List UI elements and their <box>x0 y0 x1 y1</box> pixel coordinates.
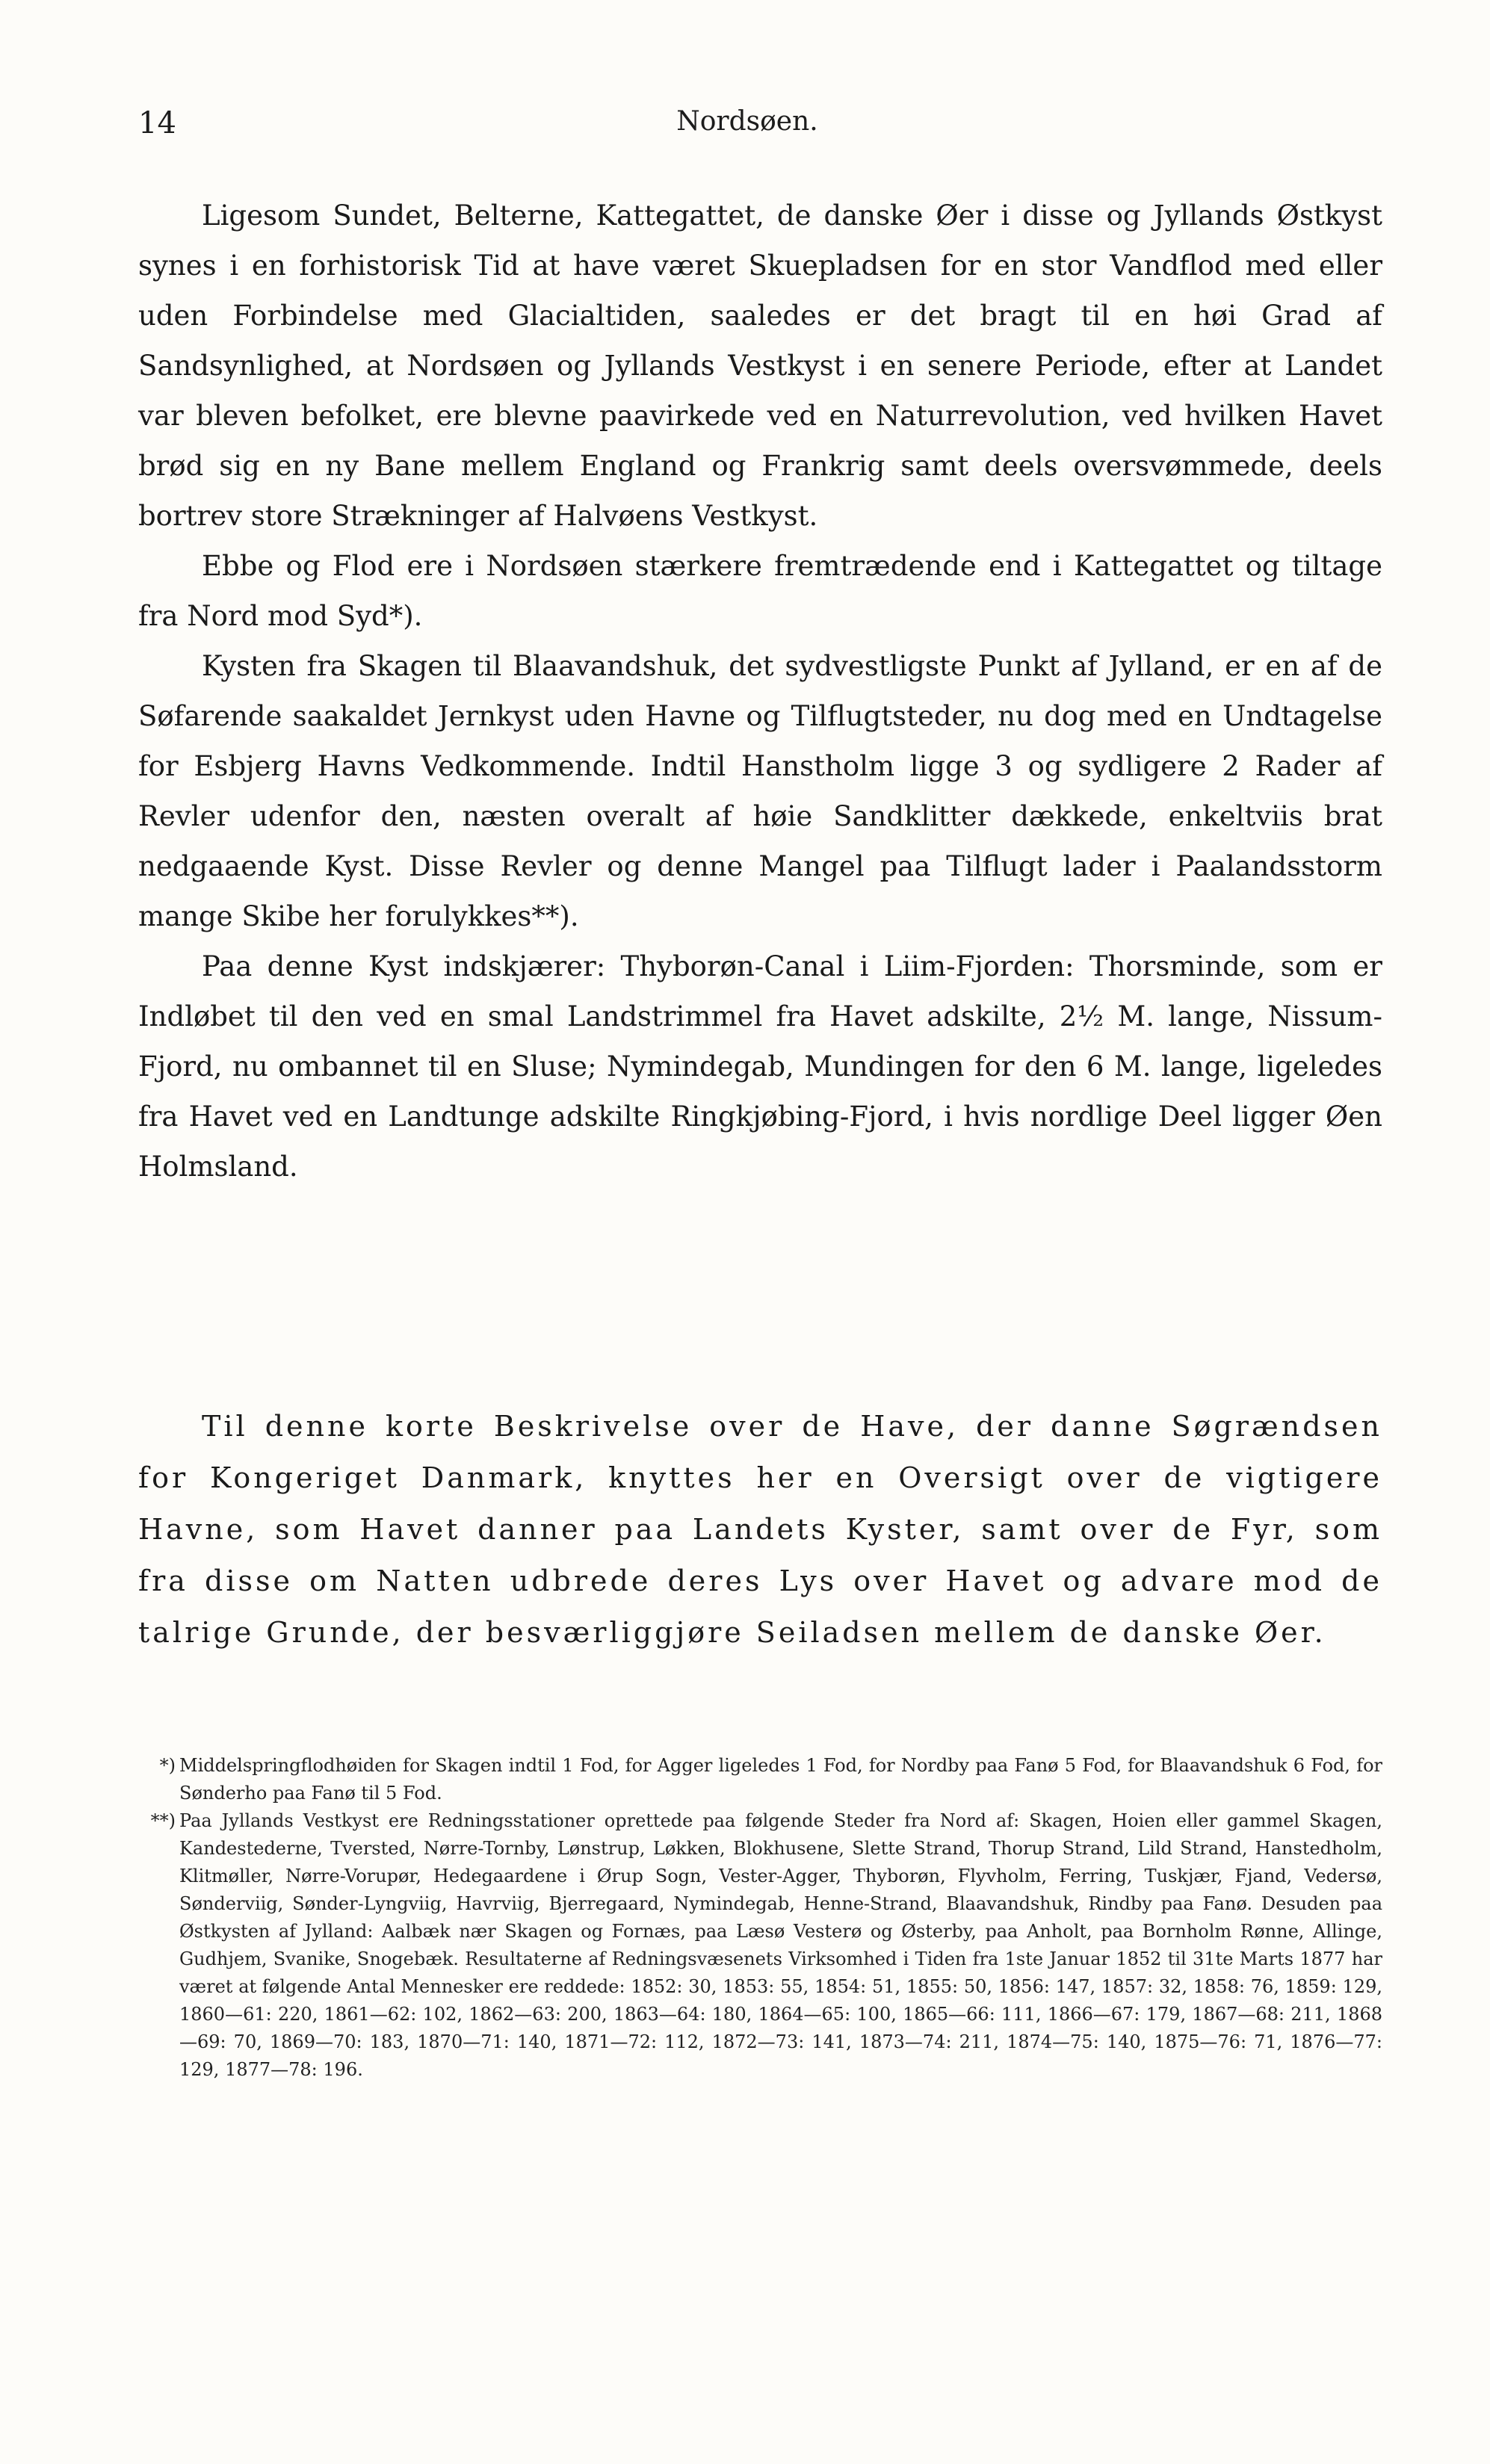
body-text <box>138 191 1382 1192</box>
page-header <box>138 106 1356 151</box>
footnote-text: Paa Jyllands Vestkyst ere Redningsstationer oprettede paa følgende Steder fra Nord af: Skagen, Hoien eller gammel Skagen, Kandestederne, Tversted, Nørre-Tornby, Lønstrup, Løkken, Blokhusene, Slette Strand, Thorup Strand, Lild Strand, Hanstedholm, Klitmøller, Nørre-Vorupør, Hedegaardene i Ørup Sogn, Vester-Agger, Thyborøn, Flyvholm, Ferring, Tuskjær, Fjand, Vedersø, Sønderviig, Sønder-Lyngviig, Havrviig, Bjerregaard, Nymindegab, Henne-Strand, Blaavandshuk, Rindby paa Fanø. Desuden paa Østkysten af Jylland: Aalbæk nær Skagen og Fornæs, paa Læsø Vesterø og Østerby, paa Anholt, paa Bornholm Rønne, Allinge, Gudhjem, Svanike, Snogebæk. Resultaterne af Redningsvæsenets Virksomhed i Tiden fra 1ste Januar 1852 til 31te Marts 1877 har været at følgende Antal Mennesker ere reddede: 1852: 30, 1853: 55, 1854: 51, 1855: 50, 1856: 147, 1857: 32, 1858: 76, 1859: 129, 1860—61: 220, 1861—62: 102, 1862—63: 200, 1863—64: 180, 1864—65: 100, 1865—66: 111, 1866—67: 179, 1867—68: 211, 1868—69: 70, 1869—70: 183, 1870—71: 140, 1871—72: 112, 1872—73: 141, 1873—74: 211, 1874—75: 140, 1875—76: 71, 1876—77: 129, 1877—78: 196. <box>179 1810 1382 2080</box>
running-head: Nordsøen. <box>676 106 818 137</box>
footnote <box>138 1752 1382 1807</box>
page-number: 14 <box>138 106 176 140</box>
paragraph: Ebbe og Flod ere i Nordsøen stærkere fremtrædende end i Kattegattet og tiltage fra Nord mod Syd*). <box>138 550 1382 632</box>
footnote <box>138 1807 1382 2084</box>
paragraph: Kysten fra Skagen til Blaavandshuk, det sydvestligste Punkt af Jylland, er en af de Søfarende saakaldet Jernkyst uden Havne og Tilflugtsteder, nu dog med en Undtagelse for Esbjerg Havns Vedkommende. Indtil Hanstholm ligge 3 og sydligere 2 Rader af Revler udenfor den, næsten overalt af høie Sandklitter dækkede, enkeltviis brat nedgaaende Kyst. Disse Revler og denne Mangel paa Tilflugt lader i Paalandsstorm mange Skibe her forulykkes**). <box>138 650 1382 932</box>
footnotes <box>138 1752 1382 2084</box>
footnote-mark: *) <box>159 1755 176 1776</box>
footnote-mark: **) <box>150 1810 176 1831</box>
paragraph: Ligesom Sundet, Belterne, Kattegattet, de danske Øer i disse og Jyllands Østkyst synes i en forhistorisk Tid at have været Skuepladsen for en stor Vandflod med eller uden Forbindelse med Glacialtiden, saaledes er det bragt til en høi Grad af Sandsynlighed, at Nordsøen og Jyllands Vestkyst i en senere Periode, efter at Landet var bleven befolket, ere blevne paavirkede ved en Naturrevolution, ved hvilken Havet brød sig en ny Bane mellem England og Frankrig samt deels oversvømmede, deels bortrev store Strækninger af Halvøens Vestkyst. <box>138 199 1382 532</box>
footnote-text: Middelspringflodhøiden for Skagen indtil 1 Fod, for Agger ligeledes 1 Fod, for Nordby paa Fanø 5 Fod, for Blaavandshuk 6 Fod, for Sønderho paa Fanø til 5 Fod. <box>179 1755 1382 1804</box>
paragraph: Paa denne Kyst indskjærer: Thyborøn-Canal i Liim-Fjorden: Thorsminde, som er Indløbet til den ved en smal Landstrimmel fra Havet adskilte, 2½ M. lange, Nissum-Fjord, nu ombannet til en Sluse; Nymindegab, Mundingen for den 6 M. lange, ligeledes fra Havet ved en Landtunge adskilte Ringkjøbing-Fjord, i hvis nordlige Deel ligger Øen Holmsland. <box>138 950 1382 1183</box>
closing-paragraph-block <box>138 1401 1382 1659</box>
closing-paragraph: Til denne korte Beskrivelse over de Have, der danne Søgrændsen for Kongeriget Danmark, knyttes her en Oversigt over de vigtigere Havne, som Havet danner paa Landets Kyster, samt over de Fyr, som fra disse om Natten udbrede deres Lys over Havet og advare mod de talrige Grunde, der besværliggjøre Seiladsen mellem de danske Øer. <box>138 1410 1382 1649</box>
